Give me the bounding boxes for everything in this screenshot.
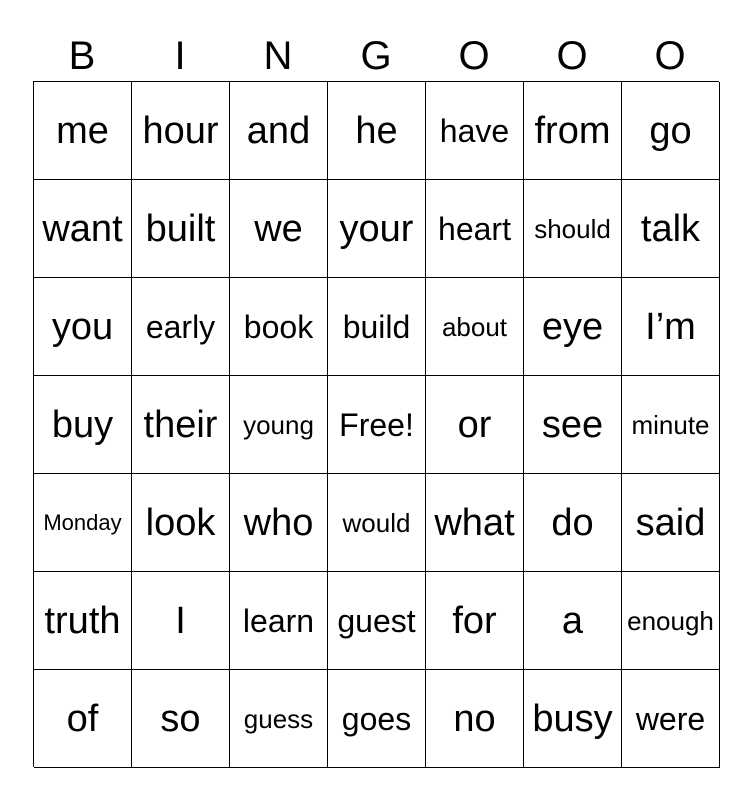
bingo-grid <box>33 81 719 767</box>
bingo-cell[interactable]: from <box>524 82 622 180</box>
header-letter-o-3: O <box>654 34 686 78</box>
bingo-cell[interactable]: or <box>426 376 524 474</box>
bingo-cell[interactable]: go <box>622 82 720 180</box>
header-letter-i: I <box>174 34 186 78</box>
bingo-cell[interactable]: a <box>524 572 622 670</box>
bingo-cell[interactable]: look <box>132 474 230 572</box>
bingo-cell[interactable]: their <box>132 376 230 474</box>
bingo-cell[interactable]: eye <box>524 278 622 376</box>
bingo-cell[interactable]: me <box>34 82 132 180</box>
bingo-cell[interactable]: so <box>132 670 230 768</box>
header-letter-n: N <box>263 34 293 78</box>
bingo-cell[interactable]: built <box>132 180 230 278</box>
bingo-cell[interactable]: and <box>230 82 328 180</box>
bingo-cell[interactable]: see <box>524 376 622 474</box>
bingo-cell[interactable]: guess <box>230 670 328 768</box>
bingo-cell[interactable]: guest <box>328 572 426 670</box>
bingo-cell[interactable]: your <box>328 180 426 278</box>
bingo-cell[interactable]: should <box>524 180 622 278</box>
bingo-cell[interactable]: would <box>328 474 426 572</box>
bingo-cell[interactable]: do <box>524 474 622 572</box>
bingo-cell[interactable]: were <box>622 670 720 768</box>
bingo-cell[interactable]: no <box>426 670 524 768</box>
bingo-cell[interactable]: learn <box>230 572 328 670</box>
bingo-header <box>33 30 719 82</box>
bingo-cell[interactable]: buy <box>34 376 132 474</box>
bingo-cell[interactable]: for <box>426 572 524 670</box>
header-letter-g: G <box>360 34 392 78</box>
header-letter-o-2: O <box>556 34 588 78</box>
bingo-cell[interactable]: I’m <box>622 278 720 376</box>
bingo-cell[interactable]: I <box>132 572 230 670</box>
bingo-cell[interactable]: he <box>328 82 426 180</box>
bingo-cell[interactable]: early <box>132 278 230 376</box>
bingo-cell[interactable]: we <box>230 180 328 278</box>
bingo-cell[interactable]: you <box>34 278 132 376</box>
bingo-cell[interactable]: about <box>426 278 524 376</box>
bingo-cell[interactable]: truth <box>34 572 132 670</box>
bingo-cell[interactable]: busy <box>524 670 622 768</box>
bingo-cell[interactable]: what <box>426 474 524 572</box>
bingo-cell[interactable]: who <box>230 474 328 572</box>
bingo-cell[interactable]: have <box>426 82 524 180</box>
free-space-cell[interactable]: Free! <box>328 376 426 474</box>
bingo-cell[interactable]: said <box>622 474 720 572</box>
bingo-cell[interactable]: hour <box>132 82 230 180</box>
bingo-cell[interactable]: goes <box>328 670 426 768</box>
bingo-cell[interactable]: talk <box>622 180 720 278</box>
bingo-cell[interactable]: book <box>230 278 328 376</box>
bingo-cell[interactable]: build <box>328 278 426 376</box>
bingo-cell[interactable]: want <box>34 180 132 278</box>
bingo-cell[interactable]: of <box>34 670 132 768</box>
header-letter-o-1: O <box>458 34 490 78</box>
bingo-cell[interactable]: Monday <box>34 474 132 572</box>
bingo-cell[interactable]: enough <box>622 572 720 670</box>
header-letter-b: B <box>68 34 96 78</box>
bingo-cell[interactable]: minute <box>622 376 720 474</box>
bingo-cell[interactable]: heart <box>426 180 524 278</box>
bingo-cell[interactable]: young <box>230 376 328 474</box>
